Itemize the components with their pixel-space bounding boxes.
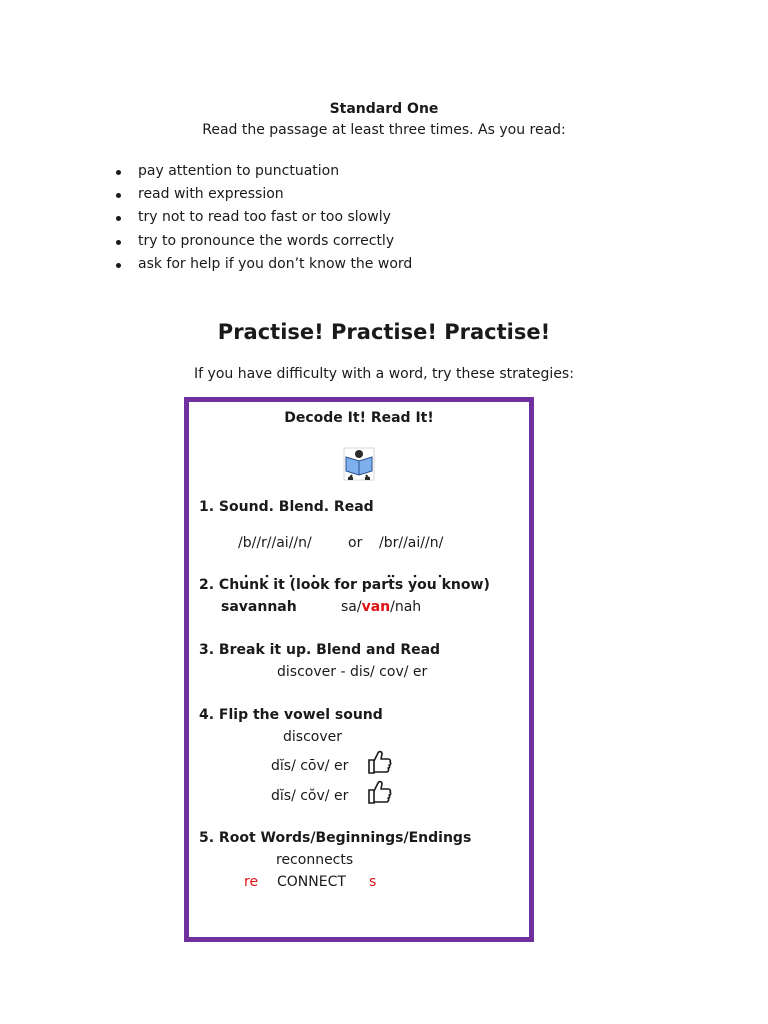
step5-heading: 5. Root Words/Beginnings/Endings bbox=[199, 830, 472, 846]
chunk-pre: sa/ bbox=[341, 599, 362, 615]
thumbs-up-icon bbox=[366, 749, 392, 779]
step1-example-a: /b//r//ai//n/ bbox=[238, 535, 312, 551]
step4-option-b: dĭs/ cŏv/ er bbox=[271, 788, 349, 804]
list-item: try to pronounce the words correctly bbox=[112, 230, 412, 253]
step5-prefix: re bbox=[244, 874, 259, 890]
step2-heading: 2. Chunk it (look for parts you know) bbox=[199, 577, 490, 593]
step1-heading: 1. Sound. Blend. Read bbox=[199, 499, 374, 515]
step5-word: reconnects bbox=[276, 852, 354, 868]
list-item: read with expression bbox=[112, 183, 412, 206]
step5-suffix: s bbox=[369, 874, 377, 890]
list-item: pay attention to punctuation bbox=[112, 160, 412, 183]
step5-root: CONNECT bbox=[277, 874, 346, 890]
step1-example-b: /br//ai//n/ bbox=[379, 535, 444, 551]
step2-chunks bbox=[341, 599, 421, 615]
reading-student-icon bbox=[343, 447, 375, 481]
list-item: ask for help if you don’t know the word bbox=[112, 253, 412, 276]
thumbs-up-icon bbox=[366, 779, 392, 809]
strategy-box-title: Decode It! Read It! bbox=[284, 410, 434, 426]
step4-option-a: dĭs/ cōv/ er bbox=[271, 758, 349, 774]
step2-word: savannah bbox=[221, 599, 297, 615]
sound-dots bbox=[238, 564, 458, 570]
difficulty-text: If you have difficulty with a word, try these strategies: bbox=[194, 366, 574, 382]
intro-text: Read the passage at least three times. As you read: bbox=[202, 122, 566, 138]
chunk-mid: van bbox=[361, 599, 391, 615]
step4-word: discover bbox=[283, 729, 342, 745]
step4-heading: 4. Flip the vowel sound bbox=[199, 707, 383, 723]
step1-or: or bbox=[348, 535, 363, 551]
list-item: try not to read too fast or too slowly bbox=[112, 206, 412, 229]
chunk-post: /nah bbox=[390, 599, 422, 615]
practise-heading: Practise! Practise! Practise! bbox=[217, 320, 551, 344]
step3-heading: 3. Break it up. Blend and Read bbox=[199, 642, 441, 658]
standard-title: Standard One bbox=[329, 101, 439, 117]
instruction-list bbox=[112, 160, 412, 276]
step3-example: discover - dis/ cov/ er bbox=[277, 664, 428, 680]
